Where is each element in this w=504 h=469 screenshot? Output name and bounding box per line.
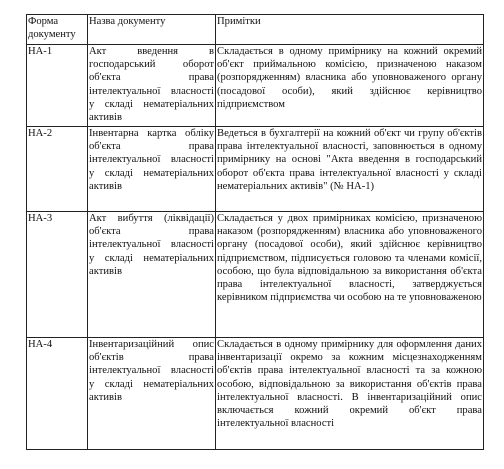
document-name: Інвентаризаційний опис об'єктів права інтелектуальної власності у складі нематеріальних активів bbox=[88, 338, 216, 450]
document-name: Акт вибуття (ліквідації) об'єкта права інтелектуальної власності у складі нематеріальних активів bbox=[88, 212, 216, 338]
table-header-row bbox=[27, 15, 484, 45]
table-row bbox=[27, 338, 484, 450]
documents-table bbox=[26, 14, 484, 450]
document-notes: Ведеться в бухгалтерії на кожний об'єкт чи групу об'єктів права інтелектуальної власності, заповнюється в одному примірнику на основі "Акта введення в господарський оборот об'єкта права інтелектуальної власності у складі нематеріальних активів" (№ НА-1) bbox=[216, 127, 484, 212]
document-name: Інвентарна картка обліку об'єкта права інтелектуальної власності у складі нематеріальних активів bbox=[88, 127, 216, 212]
header-name: Назва документу bbox=[88, 15, 216, 45]
document-notes: Складається в одному примірнику для оформлення даних інвентаризації окремо за кожним місцезнаходженням об'єктів права інтелектуальної власності та за кожною особою, відповідальною за використання об'єктів права інтелектуальної власності. В інвентаризаційний опис включається кожний окремий об'єкт права інтелектуальної власності bbox=[216, 338, 484, 450]
document-notes: Складається у двох примірниках комісією, призначеною наказом (розпорядженням) власника або уповноваженого органу (посадової особи), який здійснює керівництво підприємством, підписується головою та членами комісії, особою, що була відповідальною за використання об'єкта права інтелектуальної власності, затверджується керівником підприємства чи особою на те уповноваженою bbox=[216, 212, 484, 338]
table-row bbox=[27, 127, 484, 212]
header-form: Форма документу bbox=[27, 15, 88, 45]
table-row bbox=[27, 45, 484, 127]
form-code: НА-2 bbox=[27, 127, 88, 212]
header-notes: Примітки bbox=[216, 15, 484, 45]
form-code: НА-4 bbox=[27, 338, 88, 450]
form-code: НА-1 bbox=[27, 45, 88, 127]
form-code: НА-3 bbox=[27, 212, 88, 338]
document-name: Акт введення в господарський оборот об'єкта права інтелектуальної власності у складі нематеріальних активів bbox=[88, 45, 216, 127]
document-notes: Складається в одному примірнику на кожний окремий об'єкт приймальною комісією, призначеною наказом (розпорядженням) власника або уповноваженого органу (посадової особи), який здійснює керівництво підприємством bbox=[216, 45, 484, 127]
table-row bbox=[27, 212, 484, 338]
